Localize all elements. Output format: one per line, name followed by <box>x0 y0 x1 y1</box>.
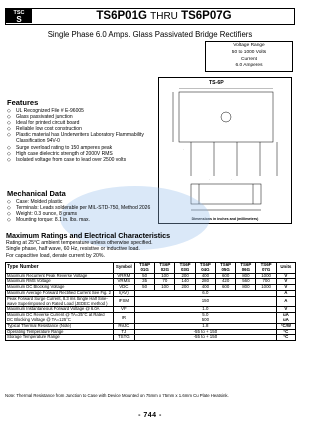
row-parameter: Peak Forward Surge Current, 8.3 ms Single Half Sine-wave Superimposed on Rated Load (JEDEC method ) <box>6 296 114 307</box>
row-symbol: IFSM <box>113 296 134 307</box>
row-value: 420 <box>215 279 235 285</box>
row-symbol: VF <box>113 307 134 313</box>
table-row <box>6 335 296 341</box>
spec-line: Current <box>241 56 257 62</box>
row-parameter: Maximum RMS Voltage <box>6 279 114 285</box>
part-from: TS6P01G <box>96 10 147 22</box>
ratings-section <box>6 232 296 259</box>
list-item: ◇ Ideal for printed circuit board <box>7 120 155 126</box>
row-value: 100 <box>155 273 175 279</box>
table-note: Note: Thermal Resistance from Junction to Case with Device Mounted on 75mm x 75mm x 1.6mm Cu Plate Heatsink. <box>5 393 229 398</box>
list-item: ◇ Case: Molded plastic <box>7 199 155 205</box>
ratings-heading: Maximum Ratings and Electrical Characteristics <box>6 231 171 240</box>
row-value: 400 <box>195 285 215 291</box>
row-value-span: -55 to + 150 <box>134 329 276 335</box>
row-unit: V <box>276 279 295 285</box>
row-value-span: 5.0 500 <box>134 313 276 324</box>
spec-line: 6.0 Amperes <box>235 63 263 69</box>
table-row <box>6 296 296 307</box>
logo-text: TSC <box>13 10 25 16</box>
row-value: 140 <box>175 279 195 285</box>
row-value: 70 <box>155 279 175 285</box>
row-parameter: Maximum DC Reverse Current @ TA=25°C at Rated DC Blocking Voltage @ TA=125°C <box>6 313 114 324</box>
svg-text:.: . <box>231 177 232 181</box>
document-subtitle: Single Phase 6.0 Amps. Glass Passivated Bridge Rectifiers <box>47 30 253 39</box>
table-row <box>6 313 296 324</box>
row-parameter: Maximum Average Forward Rectified Current See Fig. 2 <box>6 290 114 296</box>
row-value: 100 <box>155 285 175 291</box>
row-value: 700 <box>256 279 276 285</box>
row-value: 800 <box>236 273 256 279</box>
row-value: 200 <box>175 273 195 279</box>
svg-text:.: . <box>209 177 210 181</box>
row-unit: °C/W <box>276 323 295 329</box>
mechanical-heading: Mechanical Data <box>7 189 66 198</box>
row-value: 1000 <box>256 273 276 279</box>
row-value: 600 <box>215 285 235 291</box>
features-heading: Features <box>7 98 39 107</box>
column-header-part: TS6P 04G <box>195 263 215 274</box>
ratings-table <box>5 262 296 341</box>
column-header-units: Units <box>276 263 295 274</box>
row-unit: uA uA <box>276 313 295 324</box>
list-item: ◇ Mounting torque: 8.1 in. lbs. max. <box>7 217 155 223</box>
logo-mark: S <box>16 15 22 24</box>
column-header-part: TS6P 07G <box>256 263 276 274</box>
column-header-part: TS6P 05G <box>215 263 235 274</box>
thru-text: THRU <box>150 11 178 22</box>
row-value: 600 <box>215 273 235 279</box>
list-item: ◇ Plastic material has Underwriters Laboratory Flammability Classification 94V-0 <box>7 132 155 144</box>
row-value-span: 1.0 <box>134 307 276 313</box>
row-symbol: VRRM <box>113 273 134 279</box>
list-item: ◇ Weight: 0.3 ounce, 8 grams <box>7 211 155 217</box>
list-item: ◇ Surge overload rating to 150 amperes peak <box>7 145 155 151</box>
row-value: 400 <box>195 273 215 279</box>
document-title <box>36 10 292 23</box>
row-parameter: Maximum Recurrent Peak Reverse Voltage <box>6 273 114 279</box>
row-unit: °C <box>276 335 295 341</box>
row-value-span: 6.0 <box>134 290 276 296</box>
svg-text:.: . <box>183 147 184 151</box>
row-symbol: TSTG <box>113 335 134 341</box>
spec-line: 50 to 1000 Volts <box>231 49 267 55</box>
features-list <box>7 108 155 163</box>
row-unit: A <box>276 296 295 307</box>
row-unit: A <box>276 290 295 296</box>
ratings-note: For capacitive load, derate current by 20%. <box>6 252 105 259</box>
row-value-span: 150 <box>134 296 276 307</box>
list-item: ◇ Glass passivated junction <box>7 114 155 120</box>
package-label: TS-6P <box>209 80 224 86</box>
mechanical-list <box>7 199 155 223</box>
row-parameter: Maximum DC Blocking Voltage <box>6 285 114 291</box>
page-number: - 744 - <box>138 412 162 419</box>
row-parameter: Operating Temperature Range <box>6 329 114 335</box>
table-header-row <box>6 263 296 274</box>
row-parameter: Storage Temperature Range <box>6 335 114 341</box>
row-value-span: -55 to + 150 <box>134 335 276 341</box>
list-item: ◇ UL Recognized File # E-96005 <box>7 108 155 114</box>
column-header-type: Type Number <box>6 263 114 274</box>
column-header-part: TS6P 02G <box>155 263 175 274</box>
row-unit: V <box>276 273 295 279</box>
row-symbol: I(AV) <box>113 290 134 296</box>
dimension-note: Dimensions in inches and (millimeters) <box>191 217 259 221</box>
row-parameter: Maximum Instantaneous Forward Voltage @ 6.0A <box>6 307 114 313</box>
row-unit: V <box>276 307 295 313</box>
row-symbol: TJ <box>113 329 134 335</box>
column-header-part: TS6P 01G <box>134 263 154 274</box>
column-header-part: TS6P 03G <box>175 263 195 274</box>
row-value: 560 <box>236 279 256 285</box>
row-value: 50 <box>134 273 154 279</box>
list-item: ◇ Terminals: Leads solderable per MIL-STD-750, Method 2026 <box>7 205 155 211</box>
row-value-span: 1.8 <box>134 323 276 329</box>
column-header-symbol: Symbol <box>113 263 134 274</box>
row-value: 200 <box>175 285 195 291</box>
row-value: 50 <box>134 285 154 291</box>
company-logo <box>6 9 32 23</box>
ratings-note: Single phase, half wave, 60 Hz, resistive or inductive load. <box>6 246 140 253</box>
row-symbol: RθJC <box>113 323 134 329</box>
row-unit: V <box>276 285 295 291</box>
row-symbol: VDC <box>113 285 134 291</box>
title-bar <box>5 8 295 25</box>
list-item: ◇ Reliable low cost construction <box>7 126 155 132</box>
row-value: 280 <box>195 279 215 285</box>
row-unit: °C <box>276 329 295 335</box>
row-value: 800 <box>236 285 256 291</box>
row-symbol: VRMS <box>113 279 134 285</box>
column-header-part: TS6P 06G <box>236 263 256 274</box>
spec-summary-box <box>205 41 293 72</box>
list-item: ◇ High case dielectric strength of 2000V RMS <box>7 151 155 157</box>
row-value: 1000 <box>256 285 276 291</box>
row-symbol: IR <box>113 313 134 324</box>
row-value: 35 <box>134 279 154 285</box>
list-item: ◇ Isolated voltage from case to lead over 2500 volts <box>7 157 155 163</box>
spec-line: Voltage Range <box>233 43 265 48</box>
row-parameter: Typical Thermal Resistance (Note) <box>6 323 114 329</box>
ratings-note: Rating at 25°C ambient temperature unless otherwise specified. <box>6 240 153 246</box>
part-to: TS6P07G <box>181 10 232 22</box>
